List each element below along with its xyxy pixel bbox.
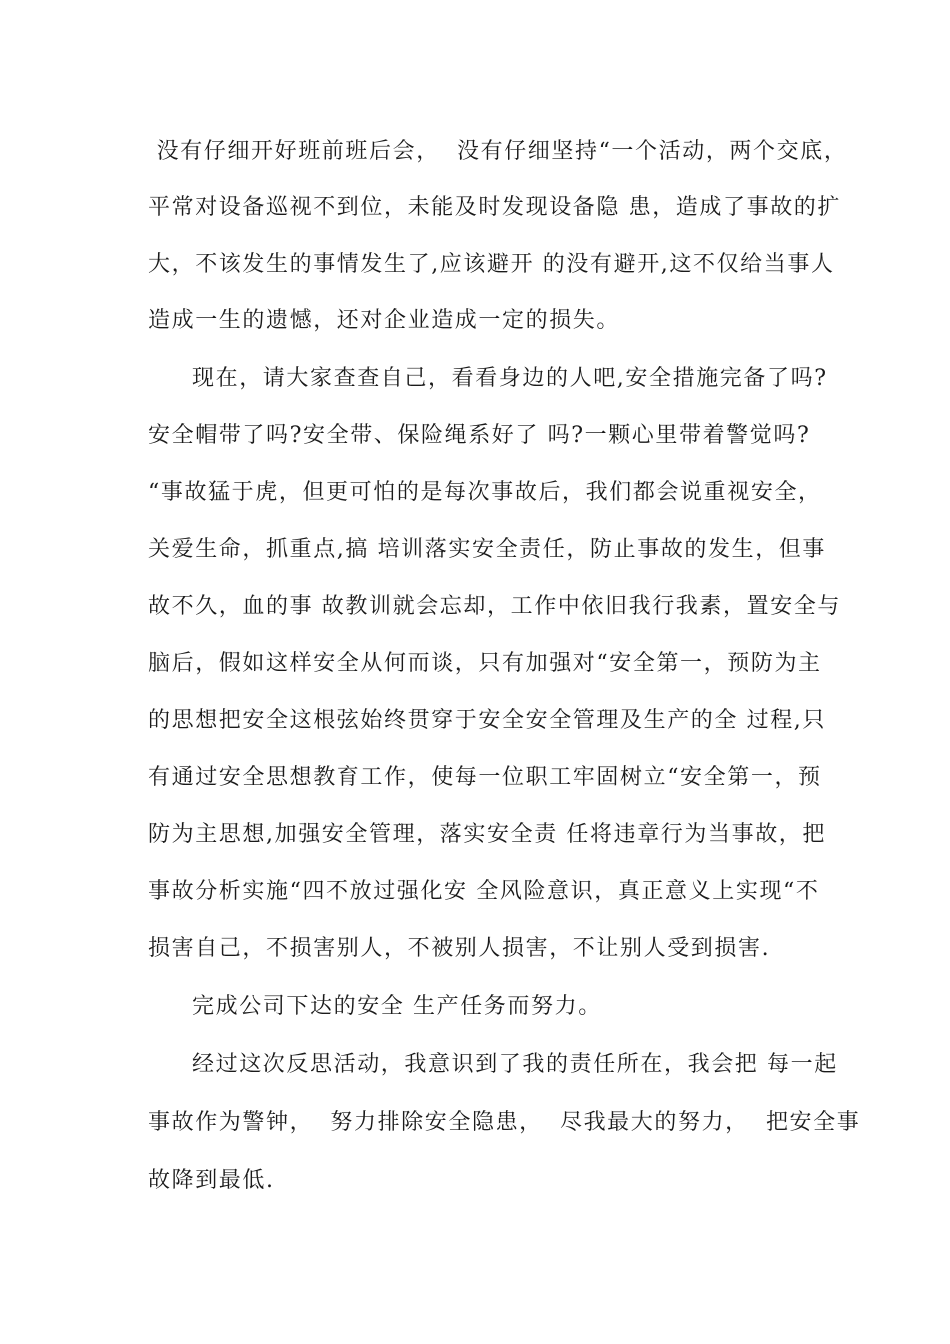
- paragraph-2-line-6: 脑后，假如这样安全从何而谈，只有加强对“安全第一，预防为主: [148, 651, 822, 676]
- paragraph-2-line-1: 现在，请大家查查自己，看看身边的人吧,安全措施完备了吗?: [192, 366, 828, 391]
- paragraph-3-line-1: 完成公司下达的安全 生产任务而努力。: [192, 994, 602, 1019]
- paragraph-2-line-4: 关爱生命，抓重点,搞 培训落实安全责任，防止事故的发生，但事: [148, 537, 826, 562]
- paragraph-2-line-2: 安全帽带了吗?安全带、保险绳系好了 吗?一颗心里带着警觉吗?: [148, 423, 811, 448]
- paragraph-2-line-9: 防为主思想,加强安全管理，落实安全责 任将违章行为当事故，把: [148, 822, 826, 847]
- paragraph-1-line-1: 没有仔细开好班前班后会， 没有仔细坚持“一个活动，两个交底，: [148, 139, 848, 164]
- paragraph-4-line-1: 经过这次反思活动，我意识到了我的责任所在，我会把 每一起: [192, 1052, 838, 1077]
- paragraph-1-line-3: 大，不该发生的事情发生了,应该避开 的没有避开,这不仅给当事人: [148, 252, 835, 277]
- paragraph-2-line-5: 故不久，血的事 故教训就会忘却，工作中依旧我行我素，置安全与: [148, 594, 841, 619]
- paragraph-2-line-3: “事故猛于虎，但更可怕的是每次事故后，我们都会说重视安全，: [148, 480, 822, 505]
- paragraph-2-line-8: 有通过安全思想教育工作，使每一位职工牢固树立“安全第一，预: [148, 765, 822, 790]
- paragraph-2-line-7: 的思想把安全这根弦始终贯穿于安全安全管理及生产的全 过程,只: [148, 708, 826, 733]
- paragraph-2-line-10: 事故分析实施“四不放过强化安 全风险意识，真正意义上实现“不: [148, 879, 820, 904]
- paragraph-1-line-4: 造成一生的遗憾，还对企业造成一定的损失。: [148, 308, 621, 333]
- paragraph-2-line-11: 损害自己，不损害别人，不被别人损害，不让别人受到损害.: [148, 936, 771, 961]
- paragraph-4-line-2: 事故作为警钟， 努力排除安全隐患， 尽我最大的努力， 把安全事: [148, 1110, 861, 1135]
- paragraph-4-line-3: 故降到最低.: [148, 1168, 275, 1193]
- paragraph-1-line-2: 平常对设备巡视不到位，未能及时发现设备隐 患，造成了事故的扩: [148, 195, 841, 220]
